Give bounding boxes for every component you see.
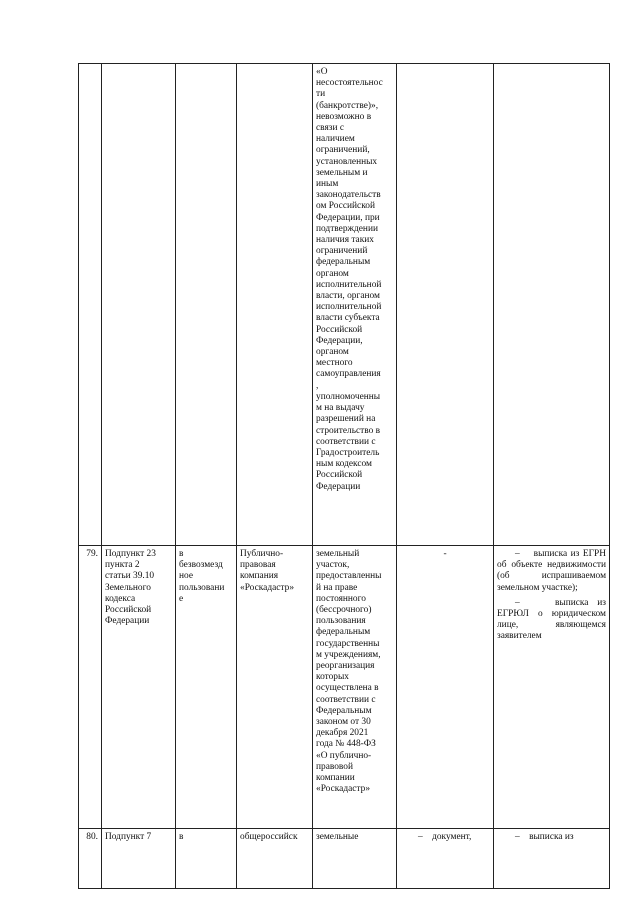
table-row [79, 829, 610, 889]
extract-item: – выписка из ЕГРЮЛ о юридическом лице, являющемся заявителем [497, 597, 606, 642]
legal-basis-cell: Подпункт 7 [102, 829, 176, 889]
extracts-cell [494, 546, 610, 829]
documents-cell [397, 829, 494, 889]
land-plot-table [78, 63, 610, 889]
extract-item: – выписка из ЕГРН об объекте недвижимости (об испрашиваемом земельном участке); [497, 549, 606, 593]
entity-cell [237, 64, 313, 546]
conditions-cell: земельные [313, 829, 397, 889]
entity-cell: общероссийск [237, 829, 313, 889]
legal-basis-cell: Подпункт 23 пункта 2 статьи 39.10 Земельного кодекса Российской Федерации [102, 546, 176, 829]
extracts-cell [494, 64, 610, 546]
legal-basis-cell [102, 64, 176, 546]
row-number-cell [79, 64, 102, 546]
extracts-cell [494, 829, 610, 889]
extract-item: – выписка из [515, 832, 574, 842]
row-number-cell: 80. [79, 829, 102, 889]
documents-cell [397, 64, 494, 546]
entity-cell: Публично- правовая компания «Роскадастр» [237, 546, 313, 829]
conditions-cell: земельный участок, предоставленны й на праве постоянного (бессрочного) пользования федеральным государственны м учреждениям, реорганизация которых осуществлена в соответствии с Федеральным законом от 30 декабря 2021 года № 448-ФЗ «О публично- правовой компании «Роскадастр» [313, 546, 397, 829]
right-type-cell: в [176, 829, 237, 889]
documents-cell: - [397, 546, 494, 829]
right-type-cell [176, 64, 237, 546]
table-row [79, 546, 610, 829]
row-number-cell: 79. [79, 546, 102, 829]
conditions-cell: «О несостоятельнос ти (банкротстве)», невозможно в связи с наличием ограничений, установленных земельным и иным законодательств ом Российской Федерации, при подтверждении наличия таких ограничений федеральным органом исполнительной власти, органом исполнительной власти субъекта Российской Федерации, органом местного самоуправления , уполномоченны м на выдачу разрешений на строительство в соответствии с Градостроитель ным кодексом Российской Федерации [313, 64, 397, 546]
table-row [79, 64, 610, 546]
right-type-cell: в безвозмезд ное пользовани е [176, 546, 237, 829]
document-item: – документ, [418, 832, 472, 842]
